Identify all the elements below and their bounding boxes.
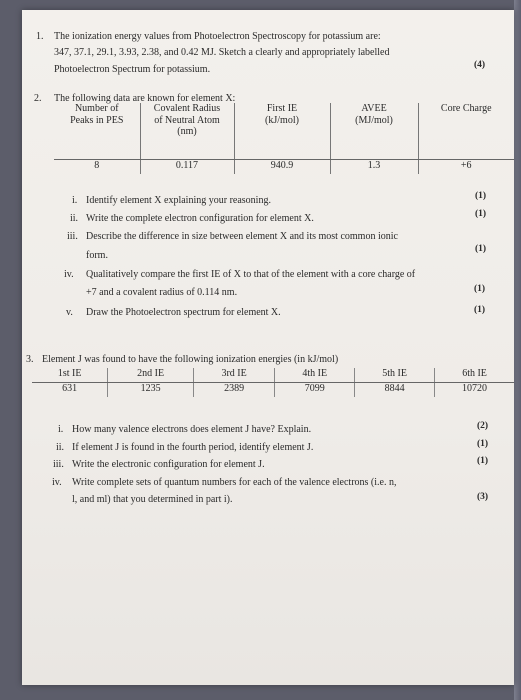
q2-part-iii-line-2: form. (86, 250, 108, 261)
value-ie-6: 10720 (462, 383, 488, 394)
q3-part-iv-line-2: l, and ml) that you determined in part i). (72, 494, 233, 505)
q3-part-iii-text: Write the electronic configuration for element J. (72, 459, 265, 470)
q3-intro: Element J was found to have the following ionization energies (in kJ/mol) (42, 354, 339, 365)
q2-part-iii-line-1: Describe the difference in size between element X and its most common ionic (86, 231, 398, 242)
value-core-charge: +6 (460, 160, 472, 171)
q3-part-i-number: i. (58, 424, 64, 435)
q2-part-v-marks: (1) (474, 305, 486, 315)
value-covalent-radius: 0.117 (140, 160, 234, 175)
q2-part-i-marks: (1) (475, 191, 487, 201)
header-ie-2: 2nd IE (108, 368, 194, 383)
value-ie-4: 7099 (275, 383, 355, 398)
value-ie-1: 631 (32, 383, 108, 398)
q2-part-i-number: i. (72, 195, 78, 206)
q3-part-i-text: How many valence electrons does element J have? Explain. (72, 424, 312, 435)
q2-part-ii-number: ii. (70, 213, 79, 224)
q3-part-iv-number: iv. (52, 477, 62, 488)
q3-part-ii-text: If element J is found in the fourth period, identify element J. (72, 442, 314, 453)
q2-part-iii-number: iii. (67, 231, 78, 242)
header-ie-5: 5th IE (355, 368, 435, 383)
header-first-ie: First IE (kJ/mol) (234, 103, 330, 160)
q3-number: 3. (26, 354, 34, 365)
q2-number: 2. (34, 93, 42, 104)
q1-line-2: 347, 37.1, 29.1, 3.93, 2.38, and 0.42 MJ. Sketch a clearly and appropriately labelled (54, 47, 390, 58)
q2-part-iv-marks: (1) (474, 284, 486, 294)
q2-part-iv-line-1: Qualitatively compare the first IE of X to that of the element with a core charge of (86, 269, 416, 280)
q2-part-v-number: v. (66, 307, 73, 318)
value-first-ie: 940.9 (234, 160, 330, 175)
worksheet-page (22, 10, 514, 685)
q2-part-ii-text: Write the complete electron configuration for element X. (86, 213, 314, 224)
q2-part-iv-line-2: +7 and a covalent radius of 0.114 nm. (86, 287, 238, 298)
q3-part-iii-number: iii. (53, 459, 64, 470)
value-peaks: 8 (54, 160, 140, 175)
value-ie-2: 1235 (108, 383, 194, 398)
q2-part-iii-marks: (1) (475, 244, 487, 254)
header-ie-4: 4th IE (275, 368, 355, 383)
q3-part-iii-marks: (1) (477, 456, 489, 466)
header-core-charge: Core Charge (418, 103, 514, 160)
q3-part-iv-line-1: Write complete sets of quantum numbers for each of the valence electrons (i.e. n, (72, 477, 397, 488)
q1-line-3: Photoelectron Spectrum for potassium. (54, 64, 211, 75)
header-covalent-radius: Covalent Radius of Neutral Atom (nm) (140, 103, 234, 160)
q3-part-i-marks: (2) (477, 421, 489, 431)
element-j-ionization-table (32, 368, 514, 397)
value-ie-3: 2389 (193, 383, 274, 398)
header-avee: AVEE (MJ/mol) (330, 103, 418, 160)
q2-part-ii-marks: (1) (475, 209, 487, 219)
header-ie-1: 1st IE (32, 368, 108, 383)
photo-background-edge (514, 0, 521, 700)
q3-part-ii-marks: (1) (477, 439, 489, 449)
value-ie-5: 8844 (355, 383, 435, 398)
q2-intro: The following data are known for element X: (54, 93, 236, 104)
q3-part-iv-marks: (3) (477, 492, 489, 502)
element-x-data-table (54, 103, 514, 174)
value-avee: 1.3 (330, 160, 418, 175)
q3-part-ii-number: ii. (56, 442, 65, 453)
q2-part-i-text: Identify element X explaining your reasoning. (86, 195, 271, 206)
header-peaks: Number of Peaks in PES (54, 103, 140, 160)
q2-part-v-text: Draw the Photoelectron spectrum for element X. (86, 307, 281, 318)
header-ie-6: 6th IE (435, 368, 514, 383)
q2-part-iv-number: iv. (64, 269, 74, 280)
header-ie-3: 3rd IE (193, 368, 274, 383)
q1-marks: (4) (474, 60, 486, 70)
q1-line-1: The ionization energy values from Photoelectron Spectroscopy for potassium are: (54, 31, 381, 42)
q1-number: 1. (36, 31, 44, 42)
